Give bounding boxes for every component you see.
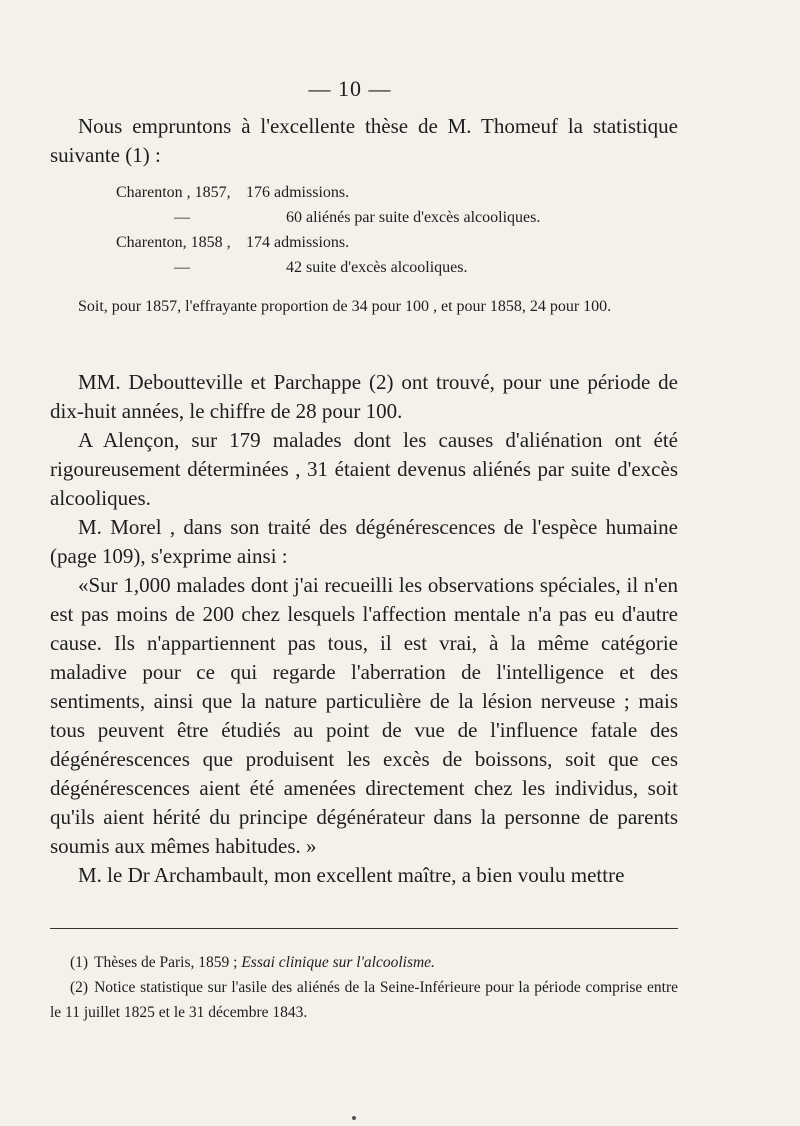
paragraph: M. le Dr Archambault, mon excellent maître, a bien voulu mettre bbox=[78, 863, 625, 887]
page-speck bbox=[352, 1116, 356, 1120]
proportion-paragraph bbox=[50, 294, 678, 319]
stat-place: Charenton , 1857, bbox=[116, 184, 231, 201]
footnote-1 bbox=[50, 950, 678, 975]
stat-value: 60 aliénés par suite d'excès alcooliques. bbox=[286, 209, 541, 226]
proportion-text: Soit, pour 1857, l'effrayante proportion de 34 pour 100 , et pour 1858, 24 pour 100. bbox=[78, 298, 612, 315]
footnote-2 bbox=[50, 975, 678, 1025]
page-number: — 10 — bbox=[308, 76, 392, 101]
stat-row bbox=[50, 180, 678, 205]
footnote-text: Notice statistique sur l'asile des aliénés de la Seine-Inférieure pour la période comprise entre le 11 juillet 1825 et le 31 décembre 1843. bbox=[50, 979, 678, 1021]
footnote-number: (2) bbox=[70, 979, 89, 996]
main-text bbox=[50, 368, 678, 890]
footnote-divider bbox=[50, 928, 678, 929]
paragraph: M. Morel , dans son traité des dégénérescences de l'espèce humaine (page 109), s'exprime ainsi : bbox=[50, 515, 678, 568]
stat-row bbox=[50, 205, 678, 230]
footnote-number: (1) bbox=[70, 954, 89, 971]
intro-paragraph bbox=[50, 112, 678, 170]
stat-value: 176 admissions. bbox=[246, 184, 350, 201]
stat-value: 42 suite d'excès alcooliques. bbox=[286, 259, 468, 276]
statistics-table bbox=[50, 180, 678, 280]
quotation-paragraph: «Sur 1,000 malades dont j'ai recueilli les observations spéciales, il n'en est pas moins de 200 chez lesquels l'affection mentale n'a pas eu d'autre cause. Ils n'appartiennent pas tous, il est vrai, à la même catégorie maladive pour ce qui regarde l'aberration de l'intelligence et des sentiments, ainsi que la nature particulière de la lésion nerveuse ; mais tous peuvent être étudiés au point de vue de l'influence fatale des dégénérescences que produisent les excès de boissons, soit que ces dégénérescences aient été amenées directement chez les individus, soit qu'ils aient hérité du principe dégénérateur dans la personne de parents soumis aux mêmes habitudes. » bbox=[50, 573, 678, 858]
stat-place: — bbox=[174, 259, 190, 276]
intro-text: Nous empruntons à l'excellente thèse de M. Thomeuf la statistique suivante (1) : bbox=[50, 114, 678, 167]
stat-place: Charenton, 1858 , bbox=[116, 234, 231, 251]
footnotes bbox=[50, 950, 678, 1025]
footnote-title: Essai clinique sur l'alcoolisme. bbox=[241, 954, 435, 971]
paragraph: A Alençon, sur 179 malades dont les causes d'aliénation ont été rigoureusement déterminées , 31 étaient devenus aliénés par suite d'excès alcooliques. bbox=[50, 428, 678, 510]
footnote-text: Thèses de Paris, 1859 ; bbox=[94, 954, 238, 971]
paragraph: MM. Deboutteville et Parchappe (2) ont trouvé, pour une période de dix-huit années, le chiffre de 28 pour 100. bbox=[50, 370, 678, 423]
stat-row bbox=[50, 230, 678, 255]
stat-place: — bbox=[174, 209, 190, 226]
stat-row bbox=[50, 255, 678, 280]
stat-value: 174 admissions. bbox=[246, 234, 350, 251]
